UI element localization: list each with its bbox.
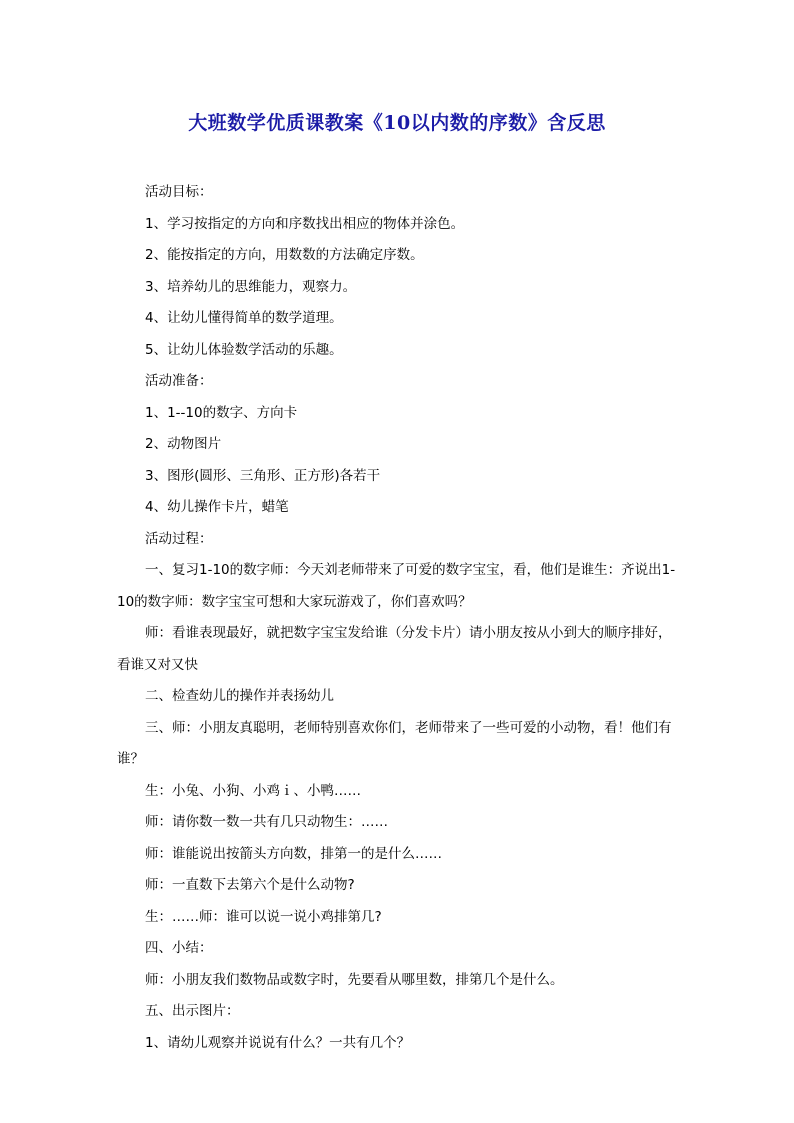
paragraph: 师：小朋友我们数物品或数字时，先要看从哪里数，排第几个是什么。: [145, 971, 564, 988]
paragraph: 3、培养幼儿的思维能力，观察力。: [145, 278, 357, 295]
paragraph: 1、1--10的数字、方向卡: [145, 404, 298, 421]
paragraph: 三、师：小朋友真聪明，老师特别喜欢你们，老师带来了一些可爱的小动物，看！他们有谁？: [117, 719, 672, 767]
paragraph: 师：请你数一数一共有几只动物生：……: [145, 814, 388, 830]
paragraph: 二、检查幼儿的操作并表扬幼儿: [145, 688, 334, 704]
paragraph: 活动目标：: [145, 184, 213, 200]
paragraph: 活动过程：: [145, 530, 213, 547]
paragraph: 活动准备：: [145, 373, 213, 389]
document-body: [117, 177, 679, 1059]
paragraph: 五、出示图片：: [145, 1003, 240, 1019]
paragraph: 1、请幼儿观察并说说有什么？一共有几个？: [145, 1034, 411, 1051]
paragraph: 四、小结：: [145, 940, 213, 956]
paragraph: 生：……师：谁可以说一说小鸡排第几?: [145, 908, 382, 925]
paragraph: 4、让幼儿懂得简单的数学道理。: [145, 310, 343, 326]
paragraph: 师：谁能说出按箭头方向数，排第一的是什么……: [145, 845, 442, 862]
paragraph: 师：一直数下去第六个是什么动物?: [145, 877, 355, 893]
document-title: 大班数学优质课教案《10以内数的序数》含反思: [188, 112, 606, 134]
paragraph: 2、动物图片: [145, 436, 222, 452]
paragraph: 2、能按指定的方向，用数数的方法确定序数。: [145, 247, 424, 263]
paragraph: 4、幼儿操作卡片，蜡笔: [145, 499, 289, 515]
paragraph: 5、让幼儿体验数学活动的乐趣。: [145, 341, 343, 358]
paragraph: 一、复习1-10的数字师：今天刘老师带来了可爱的数字宝宝，看，他们是谁生：齐说出1-10的数字师：数字宝宝可想和大家玩游戏了，你们喜欢吗？: [117, 562, 676, 610]
paragraph: 3、图形(圆形、三角形、正方形)各若干: [145, 467, 381, 484]
paragraph: 生：小兔、小狗、小鸡ｉ、小鸭……: [145, 782, 361, 799]
paragraph: 1、学习按指定的方向和序数找出相应的物体并涂色。: [145, 215, 465, 232]
paragraph: 师：看谁表现最好，就把数字宝宝发给谁（分发卡片）请小朋友按从小到大的顺序排好，看谁又对又快: [117, 625, 672, 673]
